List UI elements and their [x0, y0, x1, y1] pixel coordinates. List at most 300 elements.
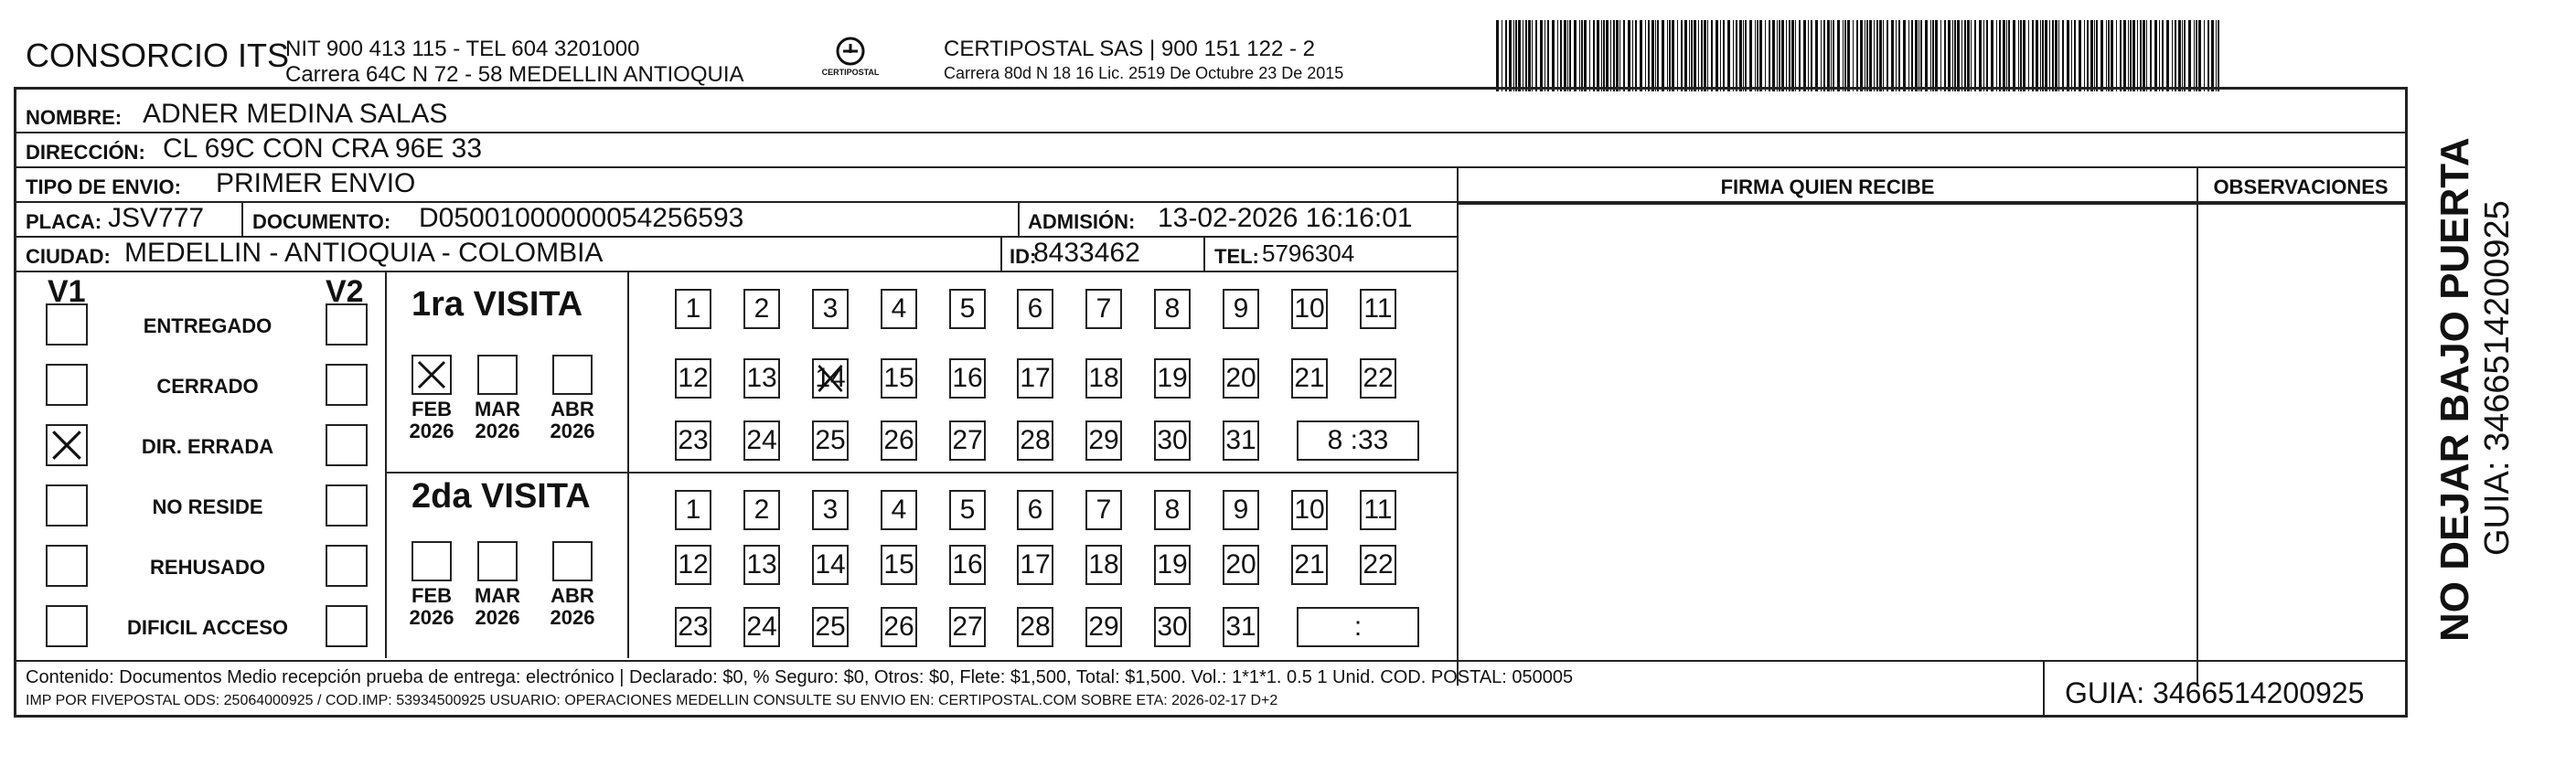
- barcode-bar: [1532, 20, 1533, 91]
- day-cell[interactable]: 14: [812, 545, 849, 585]
- barcode-bar: [1903, 20, 1906, 91]
- barcode-bar: [1672, 20, 1674, 91]
- barcode-bar: [2084, 20, 2085, 91]
- day-cell[interactable]: 2: [743, 490, 780, 530]
- day-cell[interactable]: 25: [812, 607, 849, 647]
- barcode-bar: [1574, 20, 1577, 91]
- status-label: CERRADO: [156, 375, 259, 398]
- placa-value: JSV777: [108, 203, 205, 233]
- x-mark-icon: [413, 356, 450, 393]
- tipo-value: PRIMER ENVIO: [216, 168, 416, 198]
- barcode-bar: [2040, 20, 2041, 91]
- second-visit-title: 2da VISITA: [412, 477, 591, 516]
- day-cell[interactable]: 6: [1017, 490, 1053, 530]
- barcode-bar: [2071, 20, 2072, 91]
- barcode-bar: [2079, 20, 2081, 91]
- barcode-bar: [1560, 20, 1562, 91]
- barcode-bar: [1991, 20, 1993, 91]
- barcode-bar: [1971, 20, 1972, 91]
- barcode-bar: [2162, 20, 2164, 91]
- id-label: ID:: [1010, 245, 1037, 268]
- barcode-bar: [2216, 20, 2217, 91]
- placa-label: PLACA:: [26, 210, 102, 233]
- barcode-bar: [1619, 20, 1620, 91]
- barcode-bar: [1632, 20, 1633, 91]
- ciudad-value: MEDELLIN - ANTIOQUIA - COLOMBIA: [124, 238, 604, 268]
- day-cell[interactable]: 17: [1017, 358, 1053, 399]
- barcode-bar: [2108, 20, 2110, 91]
- barcode-bar: [1911, 20, 1913, 91]
- day-cell[interactable]: 20: [1223, 545, 1259, 585]
- barcode-bar: [2013, 20, 2015, 91]
- barcode-bar: [1739, 20, 1742, 91]
- id-value: 8433462: [1033, 238, 1140, 268]
- barcode-bar: [2087, 20, 2089, 91]
- barcode-bar: [1920, 20, 1922, 91]
- v1-checkbox[interactable]: [46, 424, 88, 466]
- barcode-bar: [1684, 20, 1687, 91]
- day-cell[interactable]: 14: [812, 358, 849, 399]
- barcode-bar: [2049, 20, 2050, 91]
- day-cell[interactable]: 8: [1154, 490, 1191, 530]
- barcode-bar: [1601, 20, 1602, 91]
- day-cell[interactable]: 7: [1085, 289, 1122, 329]
- documento-label: DOCUMENTO:: [252, 210, 391, 233]
- day-cell[interactable]: 20: [1223, 358, 1259, 399]
- footer-guia-divider: [2043, 662, 2045, 715]
- barcode-bar: [2045, 20, 2047, 91]
- observaciones-header: OBSERVACIONES: [2213, 176, 2389, 198]
- barcode-bar: [2184, 20, 2186, 91]
- barcode-bar: [1677, 20, 1678, 91]
- barcode-bar: [2123, 20, 2126, 91]
- day-cell[interactable]: 9: [1223, 490, 1259, 530]
- day-cell[interactable]: 1: [675, 490, 711, 530]
- day-cell[interactable]: 24: [743, 607, 780, 647]
- barcode-bar: [1837, 20, 1840, 91]
- day-cell[interactable]: 12: [675, 545, 711, 585]
- barcode-bar: [1589, 20, 1590, 91]
- day-cell[interactable]: 21: [1291, 358, 1328, 399]
- barcode-bar: [2008, 20, 2010, 91]
- barcode-bar: [1759, 20, 1762, 91]
- nit-line: NIT 900 413 115 - TEL 604 3201000: [285, 37, 640, 61]
- day-cell[interactable]: 29: [1085, 607, 1122, 647]
- barcode-bar: [1821, 20, 1822, 91]
- carrier-address: Carrera 80d N 18 16 Lic. 2519 De Octubre 23 De 2015: [944, 64, 1344, 82]
- month-label: FEB: [412, 398, 452, 420]
- barcode-bar: [1765, 20, 1766, 91]
- barcode-bar: [1803, 20, 1806, 91]
- barcode-bar: [2198, 20, 2201, 91]
- barcode-bar: [1869, 20, 1872, 91]
- barcode-bar: [1681, 20, 1683, 91]
- barcode-bar: [1689, 20, 1690, 91]
- barcode-bar: [1691, 20, 1693, 91]
- barcode-bar: [1827, 20, 1830, 91]
- certipostal-logo: [814, 35, 887, 80]
- barcode-bar: [1727, 20, 1730, 91]
- day-cell[interactable]: 28: [1017, 420, 1053, 461]
- day-cell[interactable]: 10: [1291, 490, 1328, 530]
- barcode-bar: [2196, 20, 2197, 91]
- documento-value: D05001000000054256593: [419, 203, 744, 233]
- month-checkbox[interactable]: [552, 541, 593, 581]
- day-cell[interactable]: 3: [812, 289, 849, 329]
- day-cell[interactable]: 19: [1154, 545, 1191, 585]
- day-cell[interactable]: 21: [1291, 545, 1328, 585]
- barcode-bar: [1513, 20, 1514, 91]
- month-checkbox[interactable]: [477, 355, 518, 395]
- month-label: MAR: [474, 398, 521, 420]
- barcode-bar: [2055, 20, 2058, 91]
- barcode-bar: [1874, 20, 1875, 91]
- barcode-bar: [1716, 20, 1718, 91]
- barcode-bar: [2218, 20, 2219, 91]
- day-cell[interactable]: 3: [812, 490, 849, 530]
- barcode-bar: [1755, 20, 1756, 91]
- day-cell[interactable]: 5: [949, 490, 986, 530]
- day-cell[interactable]: 10: [1291, 289, 1328, 329]
- day-cell[interactable]: 6: [1017, 289, 1053, 329]
- barcode-bar: [2067, 20, 2069, 91]
- status-divider: [385, 272, 387, 658]
- imp-text: IMP POR FIVEPOSTAL ODS: 25064000925 / COD.IMP: 53934500925 USUARIO: OPERACIONES MEDELLIN CONSULTE SU ENVIO EN: CERTIPOSTAL.COM SOBRE ETA: 2026-02-17 D+2: [26, 693, 1278, 708]
- barcode-bar: [1779, 20, 1780, 91]
- side-guia: GUIA: 3466514200925: [2478, 200, 2517, 556]
- day-cell[interactable]: 7: [1085, 490, 1122, 530]
- barcode-bar: [1811, 20, 1812, 91]
- v1-checkbox[interactable]: [46, 303, 88, 346]
- v1-checkbox[interactable]: [46, 484, 88, 527]
- v2-checkbox[interactable]: [326, 303, 368, 346]
- barcode-bar: [1547, 20, 1549, 91]
- day-cell[interactable]: 27: [949, 420, 986, 461]
- day-cell[interactable]: 23: [675, 420, 711, 461]
- barcode-bar: [1833, 20, 1834, 91]
- day-cell[interactable]: 31: [1223, 607, 1259, 647]
- barcode-bar: [1961, 20, 1962, 91]
- day-cell[interactable]: 26: [881, 420, 917, 461]
- v2-checkbox[interactable]: [326, 484, 368, 527]
- barcode-bar: [2146, 20, 2147, 91]
- barcode-bar: [1853, 20, 1854, 91]
- barcode-bar: [2175, 20, 2176, 91]
- barcode-bar: [2194, 20, 2195, 91]
- barcode-bar: [1983, 20, 1984, 91]
- barcode-bar: [2052, 20, 2054, 91]
- barcode-bar: [2018, 20, 2019, 91]
- year-label: 2026: [475, 420, 520, 442]
- barcode-bar: [1525, 20, 1527, 91]
- time-box[interactable]: :: [1297, 607, 1419, 647]
- day-cell[interactable]: 11: [1360, 289, 1396, 329]
- barcode-bar: [1667, 20, 1668, 91]
- barcode-bar: [2128, 20, 2129, 91]
- barcode-bar: [1898, 20, 1900, 91]
- month-label: ABR: [550, 584, 594, 607]
- barcode-bar: [1655, 20, 1656, 91]
- barcode-bar: [2154, 20, 2157, 91]
- barcode-bar: [1999, 20, 2001, 91]
- day-cell[interactable]: 30: [1154, 420, 1191, 461]
- day-cell[interactable]: 5: [949, 289, 986, 329]
- barcode-bar: [2159, 20, 2160, 91]
- barcode-bar: [1887, 20, 1888, 91]
- barcode-bar: [1603, 20, 1605, 91]
- barcode-bar: [1799, 20, 1801, 91]
- direccion-row: [16, 133, 2405, 168]
- year-label: 2026: [550, 606, 595, 629]
- day-cell[interactable]: 4: [881, 289, 917, 329]
- logo-label: CERTIPOSTAL: [821, 68, 880, 77]
- barcode-bar: [1651, 20, 1654, 91]
- barcode-bar: [1581, 20, 1583, 91]
- v2-checkbox[interactable]: [326, 364, 368, 406]
- barcode-bar: [1772, 20, 1775, 91]
- nombre-row: [16, 99, 2405, 133]
- admision-label: ADMISIÓN:: [1028, 210, 1136, 233]
- barcode-bar: [1944, 20, 1946, 91]
- barcode-bar: [1616, 20, 1619, 91]
- v2-checkbox[interactable]: [326, 605, 368, 647]
- day-cell[interactable]: 15: [881, 358, 917, 399]
- barcode-bar: [1736, 20, 1737, 91]
- ciudad-label: CIUDAD:: [26, 245, 111, 268]
- barcode-bar: [1856, 20, 1858, 91]
- barcode-bar: [1952, 20, 1953, 91]
- barcode-bar: [1723, 20, 1725, 91]
- barcode-bar: [1815, 20, 1818, 91]
- barcode-bar: [1866, 20, 1868, 91]
- status-label: DIR. ERRADA: [141, 435, 274, 458]
- day-cell[interactable]: 2: [743, 289, 780, 329]
- year-label: 2026: [475, 606, 520, 629]
- barcode-bar: [1847, 20, 1850, 91]
- barcode-bar: [1795, 20, 1796, 91]
- barcode-bar: [1891, 20, 1894, 91]
- tel-value: 5796304: [1262, 239, 1355, 267]
- month-label: ABR: [550, 398, 594, 420]
- barcode-bar: [1908, 20, 1909, 91]
- barcode-bar: [2094, 20, 2095, 91]
- barcode-bar: [2120, 20, 2122, 91]
- barcode-bar: [2111, 20, 2113, 91]
- contenido-text: Contenido: Documentos Medio recepción prueba de entrega: electrónico | Declarado: $0, % Seguro: $0, Otros: $0, Flete: $1,500, Total: $1,500. Vol.: 1*1*1. 0.5 1 Unid. COD. POSTAL: 050005: [26, 667, 1574, 687]
- barcode-bar: [1996, 20, 1997, 91]
- day-cell[interactable]: 30: [1154, 607, 1191, 647]
- barcode-bar: [2207, 20, 2209, 91]
- barcode-bar: [2211, 20, 2214, 91]
- barcode-bar: [2100, 20, 2103, 91]
- v2-checkbox[interactable]: [326, 424, 368, 466]
- v1-checkbox[interactable]: [46, 605, 88, 647]
- barcode-bar: [2150, 20, 2152, 91]
- day-cell[interactable]: 27: [949, 607, 986, 647]
- barcode-bar: [1628, 20, 1630, 91]
- direccion-value: CL 69C CON CRA 96E 33: [163, 133, 483, 164]
- barcode-bar: [1564, 20, 1566, 91]
- tipo-label: TIPO DE ENVIO:: [26, 176, 181, 198]
- barcode-bar: [2132, 20, 2135, 91]
- day-cell[interactable]: 18: [1085, 358, 1122, 399]
- ciudad-row: [16, 238, 1457, 272]
- day-cell[interactable]: 19: [1154, 358, 1191, 399]
- barcode-bar: [2143, 20, 2145, 91]
- barcode-bar: [1954, 20, 1956, 91]
- day-cell[interactable]: 26: [881, 607, 917, 647]
- year-label: 2026: [409, 606, 454, 629]
- direccion-label: DIRECCIÓN:: [26, 141, 145, 164]
- barcode-bar: [1623, 20, 1625, 91]
- admision-value: 13-02-2026 16:16:01: [1158, 203, 1413, 233]
- nombre-label: NOMBRE:: [26, 106, 123, 129]
- barcode-bar: [1704, 20, 1706, 91]
- firma-divider: [1457, 168, 1459, 686]
- day-cell[interactable]: 12: [675, 358, 711, 399]
- barcode-bar: [1669, 20, 1671, 91]
- barcode-bar: [1613, 20, 1615, 91]
- barcode-bar: [1579, 20, 1580, 91]
- barcode-bar: [1707, 20, 1708, 91]
- barcode-bar: [1940, 20, 1941, 91]
- barcode-bar: [1567, 20, 1568, 91]
- barcode-bar: [1640, 20, 1642, 91]
- barcode-bar: [1701, 20, 1703, 91]
- year-label: 2026: [409, 420, 454, 442]
- day-cell[interactable]: 1: [675, 289, 711, 329]
- company-name: CONSORCIO ITS: [26, 37, 290, 74]
- v2-header: V2: [326, 274, 364, 309]
- barcode-bar: [2166, 20, 2169, 91]
- barcode-bar: [1745, 20, 1747, 91]
- barcode-bar: [1528, 20, 1531, 91]
- first-visit-title: 1ra VISITA: [412, 285, 583, 324]
- day-cell[interactable]: 4: [881, 490, 917, 530]
- day-cell[interactable]: 25: [812, 420, 849, 461]
- barcode-bar: [1831, 20, 1832, 91]
- v2-checkbox[interactable]: [326, 545, 368, 587]
- address-line: Carrera 64C N 72 - 58 MEDELLIN ANTIOQUIA: [285, 62, 744, 87]
- barcode-bar: [1967, 20, 1970, 91]
- barcode-bar: [1844, 20, 1846, 91]
- footer-guia: GUIA: 3466514200925: [2065, 676, 2365, 709]
- day-cell[interactable]: 28: [1017, 607, 1053, 647]
- barcode-bar: [2178, 20, 2181, 91]
- barcode-bar: [2062, 20, 2064, 91]
- placa-row: [16, 203, 1457, 238]
- day-cell[interactable]: 24: [743, 420, 780, 461]
- barcode-bar: [2023, 20, 2026, 91]
- barcode-bar: [1823, 20, 1825, 91]
- month-checkbox[interactable]: [412, 355, 452, 395]
- barcode-bar: [2130, 20, 2132, 91]
- barcode-bar: [1743, 20, 1744, 91]
- barcode-bar: [1698, 20, 1699, 91]
- barcode-bar: [1964, 20, 1966, 91]
- barcode-bar: [1733, 20, 1734, 91]
- x-mark-icon: [48, 426, 86, 464]
- barcode-bar: [2204, 20, 2205, 91]
- barcode: [1496, 20, 2228, 91]
- barcode-bar: [1957, 20, 1960, 91]
- barcode-bar: [1569, 20, 1571, 91]
- day-cell[interactable]: 31: [1223, 420, 1259, 461]
- nombre-value: ADNER MEDINA SALAS: [143, 99, 448, 129]
- day-cell[interactable]: 13: [743, 358, 780, 399]
- barcode-bar: [1948, 20, 1951, 91]
- v1-checkbox[interactable]: [46, 364, 88, 406]
- barcode-bar: [1505, 20, 1507, 91]
- tel-label: TEL:: [1214, 245, 1259, 268]
- month-checkbox[interactable]: [552, 355, 593, 395]
- day-cell[interactable]: 16: [949, 358, 986, 399]
- barcode-bar: [1974, 20, 1976, 91]
- time-box[interactable]: 8 :33: [1297, 420, 1419, 461]
- footer-line: [16, 660, 2405, 662]
- barcode-bar: [1518, 20, 1521, 91]
- barcode-bar: [1930, 20, 1931, 91]
- barcode-bar: [1860, 20, 1863, 91]
- barcode-bar: [2074, 20, 2076, 91]
- barcode-bar: [2106, 20, 2107, 91]
- x-mark-icon: [814, 360, 847, 397]
- v1-checkbox[interactable]: [46, 545, 88, 587]
- day-cell[interactable]: 15: [881, 545, 917, 585]
- barcode-bar: [1769, 20, 1770, 91]
- barcode-bar: [2140, 20, 2142, 91]
- barcode-bar: [1557, 20, 1558, 91]
- barcode-bar: [1657, 20, 1659, 91]
- status-label: DIFICIL ACCESO: [126, 616, 288, 639]
- barcode-bar: [1789, 20, 1790, 91]
- barcode-bar: [2058, 20, 2059, 91]
- barcode-bar: [1915, 20, 1918, 91]
- barcode-bar: [1808, 20, 1809, 91]
- barcode-bar: [1777, 20, 1778, 91]
- barcode-bar: [1720, 20, 1721, 91]
- day-cell[interactable]: 29: [1085, 420, 1122, 461]
- day-cell[interactable]: 22: [1360, 545, 1396, 585]
- barcode-bar: [1552, 20, 1555, 91]
- day-cell[interactable]: 16: [949, 545, 986, 585]
- day-cell[interactable]: 22: [1360, 358, 1396, 399]
- barcode-bar: [2020, 20, 2022, 91]
- barcode-bar: [1606, 20, 1609, 91]
- day-cell[interactable]: 9: [1223, 289, 1259, 329]
- v1-header: V1: [48, 274, 86, 309]
- day-cell[interactable]: 23: [675, 607, 711, 647]
- barcode-bar: [1749, 20, 1752, 91]
- barcode-bar: [1843, 20, 1844, 91]
- barcode-bar: [2003, 20, 2005, 91]
- barcode-bar: [1883, 20, 1884, 91]
- day-cell[interactable]: 8: [1154, 289, 1191, 329]
- barcode-bar: [1610, 20, 1611, 91]
- barcode-bar: [1932, 20, 1934, 91]
- month-checkbox[interactable]: [412, 541, 452, 581]
- day-cell[interactable]: 18: [1085, 545, 1122, 585]
- day-cell[interactable]: 13: [743, 545, 780, 585]
- day-cell[interactable]: 11: [1360, 490, 1396, 530]
- month-checkbox[interactable]: [477, 541, 518, 581]
- barcode-bar: [1879, 20, 1882, 91]
- barcode-bar: [2090, 20, 2093, 91]
- barcode-bar: [2182, 20, 2183, 91]
- day-cell[interactable]: 17: [1017, 545, 1053, 585]
- side-no-dejar: NO DEJAR BAJO PUERTA: [2432, 137, 2477, 642]
- barcode-bar: [1635, 20, 1637, 91]
